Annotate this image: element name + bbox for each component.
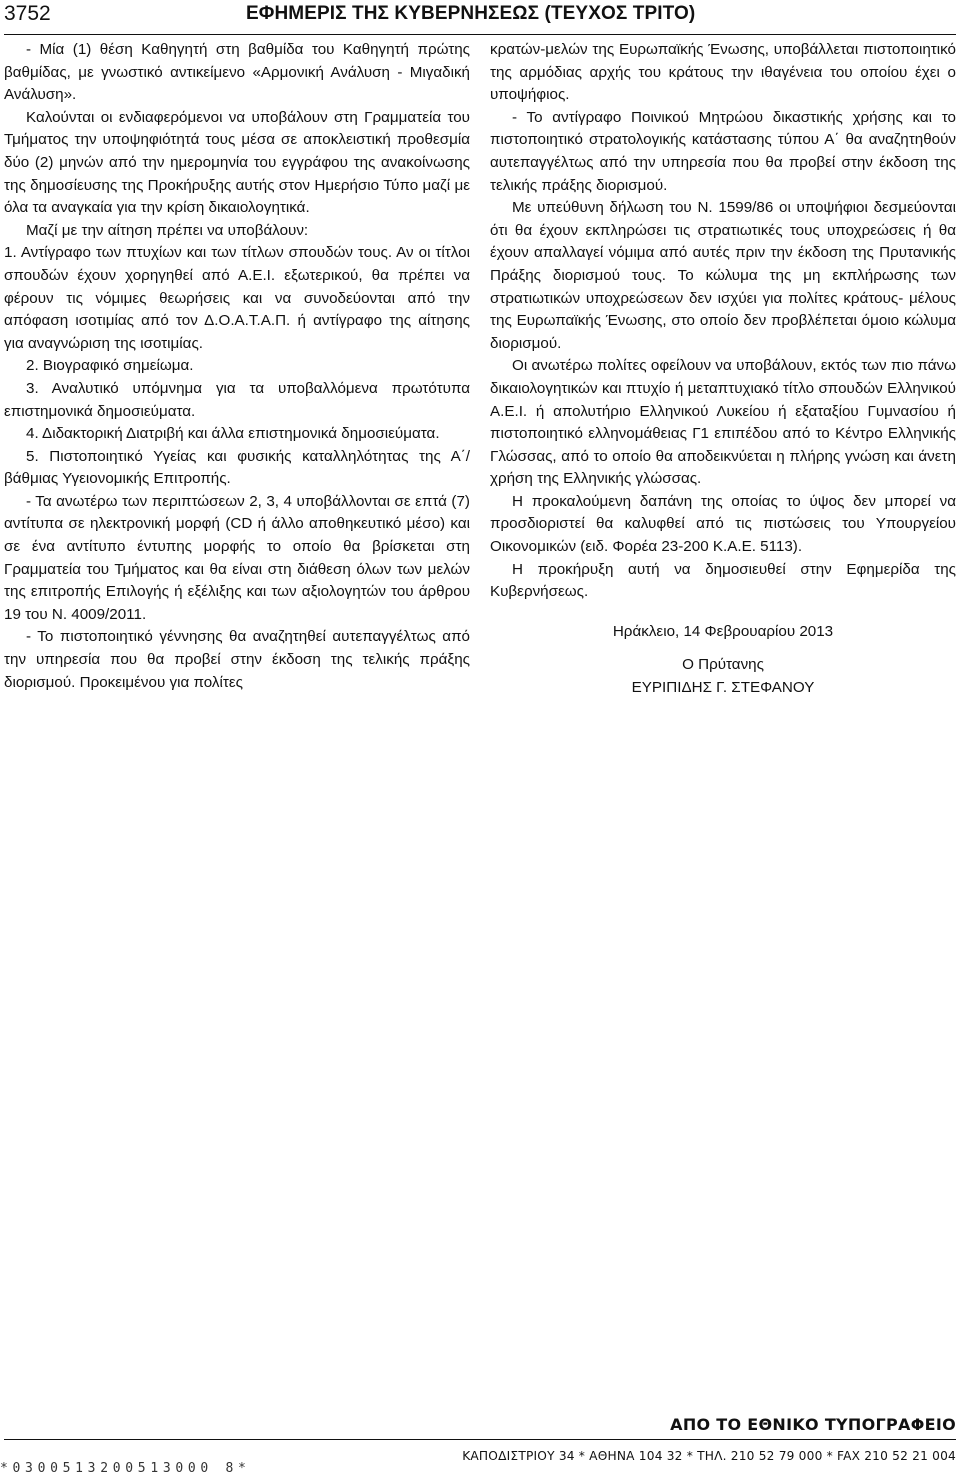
paragraph: Με υπεύθυνη δήλωση του Ν. 1599/86 οι υποψήφιοι δεσμεύονται ότι θα έχουν εκπληρώσει τις στρατιωτικές τους υποχρεώσεις ή θα έχουν απαλλαγεί νόμιμα από αυτές πριν την έκδοση της Πρυτανικής Πράξης διορισμού τους. Το κώλυμα της μη εκπλήρωσης των στρατιωτικών υποχρεώσεων δεν ισχύει για πολίτες κράτους- μέλους της Ευρωπαϊκής Ένωσης, στο οποίο δεν προβλέπεται όμοιο κώλυμα διορισμού. bbox=[490, 199, 956, 352]
paragraph: - Μία (1) θέση Καθηγητή στη βαθμίδα του Καθηγητή πρώτης βαθμίδας, με γνωστικό αντικείμενο «Αρμονική Ανάλυση - Μιγαδική Ανάλυση». bbox=[4, 41, 470, 104]
page-header bbox=[0, 0, 960, 36]
footer-rule bbox=[4, 1439, 956, 1440]
signature-block bbox=[490, 621, 956, 700]
paragraph: Η προκαλούμενη δαπάνη της οποίας το ύψος δεν μπορεί να προσδιοριστεί θα καλυφθεί από τις πιστώσεις του Υπουργείου Οικονομικών (ειδ. Φορέα 23-200 Κ.Α.Ε. 5113). bbox=[490, 492, 956, 556]
publisher-title: ΑΠΟ ΤΟ ΕΘΝΙΚΟ ΤΥΠΟΓΡΑΦΕΙΟ bbox=[670, 1415, 956, 1434]
paragraph: 2. Βιογραφικό σημείωμα. bbox=[26, 357, 194, 375]
paragraph: - Τα ανωτέρω των περιπτώσεων 2, 3, 4 υποβάλλονται σε επτά (7) αντίτυπα σε ηλεκτρονική μορφή (CD ή άλλο αποθηκευτικό μέσο) και σε ένα αντίτυπο έντυπης μορφής το οποίο θα βρίσκεται στη Γραμματεία του Τμήματος και θα είναι στη διάθεση όλων των μελών της επιτροπής Επιλογής ή εξέλιξης και των αξιολογητών του άρθρου 19 του Ν. 4009/2011. bbox=[4, 492, 470, 623]
paragraph: Μαζί με την αίτηση πρέπει να υποβάλουν: bbox=[26, 221, 309, 239]
signature-place-date: Ηράκλειο, 14 Φεβρουαρίου 2013 bbox=[612, 622, 834, 640]
publisher-address: ΚΑΠΟΔΙΣΤΡΙΟΥ 34 * ΑΘΗΝΑ 104 32 * ΤΗΛ. 210 52 79 000 * FAX 210 52 21 004 bbox=[462, 1449, 956, 1463]
paragraph: Καλούνται οι ενδιαφερόμενοι να υποβάλουν στη Γραμματεία του Τμήματος την υποψηφιότητά τους μέσα σε αποκλειστική προθεσμία δύο (2) μηνών από την ημερομηνία του εγγράφου της ανακοίνωσης της δημοσίευσης της Προκήρυξης αυτής στον Ημερήσιο Τύπο μαζί με όλα τα αναγκαία για την κρίση δικαιολογητικά. bbox=[4, 108, 470, 217]
paragraph: - Το αντίγραφο Ποινικού Μητρώου δικαστικής χρήσης και το πιστοποιητικό στρατολογικής κατάστασης τύπου Α΄ θα αναζητηθούν αυτεπαγγέλτως από την υπηρεσία που θα προβεί στην έκδοση της τελικής πράξης διορισμού. bbox=[490, 108, 956, 194]
paragraph: Η προκήρυξη αυτή να δημοσιευθεί στην Εφημερίδα της Κυβερνήσεως. bbox=[490, 560, 956, 601]
paragraph: 1. Αντίγραφο των πτυχίων και των τίτλων σπουδών τους. Αν οι τίτλοι σπουδών έχουν χορηγηθεί από Α.Ε.Ι. εξωτερικού, θα πρέπει να φέρουν τις νόμιμες θεωρήσεις και να συνοδεύονται από την απόφαση ισοτιμίας από τον Δ.Ο.Α.Τ.Α.Π. ή αντίγραφο της αίτησης για αναγνώριση της ισοτιμίας. bbox=[4, 244, 470, 352]
journal-title: ΕΦΗΜΕΡΙΣ ΤΗΣ ΚΥΒΕΡΝΗΣΕΩΣ (ΤΕΥΧΟΣ ΤΡΙΤΟ) bbox=[246, 3, 696, 24]
barcode-number: *0300513200513000 8* bbox=[0, 1461, 251, 1476]
paragraph: Οι ανωτέρω πολίτες οφείλουν να υποβάλουν, εκτός των πιο πάνω δικαιολογητικών και πτυχίο ή μεταπτυχιακό τίτλο σπουδών Ελληνικού Α.Ε.Ι. ή απολυτήριο Ελληνικού Λυκείου ή εξαταξίου Γυμνασίου ή πιστοποιητικό ελληνομάθειας Γ1 επιπέδου από το Κέντρο Ελληνικής Γλώσσας, από το οποίο θα αποδεικνύεται η πλήρης γνώση και άνετη χρήση της Ελληνικής γλώσσας. bbox=[490, 357, 956, 488]
header-rule bbox=[4, 34, 956, 35]
paragraph: - Το πιστοποιητικό γέννησης θα αναζητηθεί αυτεπαγγέλτως από την υπηρεσία που θα προβεί στην έκδοση της τελικής πράξης διορισμού. Προκειμένου για πολίτες bbox=[4, 628, 470, 691]
paragraph: 4. Διδακτορική Διατριβή και άλλα επιστημονικά δημοσιεύματα. bbox=[26, 425, 440, 443]
paragraph: 3. Αναλυτικό υπόμνημα για τα υποβαλλόμενα πρωτότυπα επιστημονικά δημοσιεύματα. bbox=[4, 379, 470, 420]
paragraph: κρατών-μελών της Ευρωπαϊκής Ένωσης, υποβάλλεται πιστοποιητικό της αρμόδιας αρχής του κράτους την ιθαγένεια του οποίου έχει ο υποψήφιος. bbox=[490, 41, 956, 104]
left-column bbox=[4, 39, 470, 694]
signature-role: Ο Πρύτανης bbox=[682, 656, 764, 674]
page-number: 3752 bbox=[4, 2, 51, 25]
signature-name: ΕΥΡΙΠΙΔΗΣ Γ. ΣΤΕΦΑΝΟΥ bbox=[631, 679, 815, 697]
paragraph: 5. Πιστοποιητικό Υγείας και φυσικής καταλληλότητας της Α΄/βάθμιας Υγειονομικής Επιτροπής. bbox=[4, 447, 470, 488]
right-column bbox=[490, 39, 956, 700]
